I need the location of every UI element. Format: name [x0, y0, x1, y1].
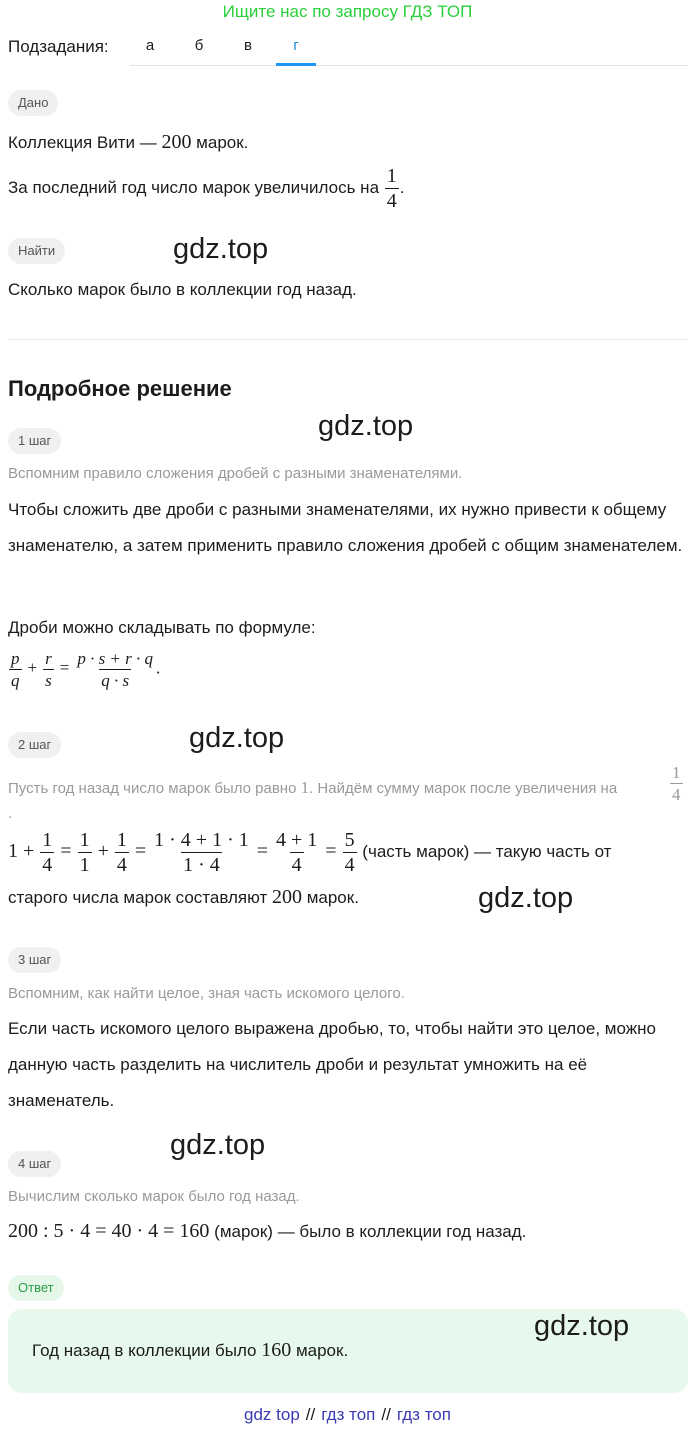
- step-2-expression: 1 + $\frac{1}{4}$ = $\frac{1}{1}$ + $\frac{1}{4}$ = $\frac{1 \cdot 4 + 1 \cdot 1}{1 \cdot 4}$ = $\frac{4 + 1}{4}$ = $\frac{5}{4}$ (часть марок) — такую часть от: [8, 829, 612, 876]
- footer-separator: //: [381, 1405, 391, 1424]
- formula-q: q: [11, 671, 20, 690]
- active-tab-indicator: [276, 63, 316, 66]
- watermark: gdz.top: [170, 1129, 266, 1161]
- expr-one: 1: [8, 839, 18, 862]
- given-line-2: [8, 166, 404, 211]
- expr-frac-result: [343, 830, 357, 875]
- expr-num: 1: [42, 829, 53, 851]
- step-2-line-2: [8, 886, 359, 909]
- formula-result: [75, 650, 155, 689]
- expr-num: 1 · 4 + 1 · 1: [154, 829, 249, 851]
- footer-link-1[interactable]: gdz top: [244, 1405, 300, 1424]
- tab-a[interactable]: а: [145, 37, 155, 54]
- step-4-hint: Вычислим сколько марок было год назад.: [8, 1188, 300, 1205]
- answer-text: [32, 1339, 348, 1362]
- given-line-1-text: Коллекция Вити —: [8, 133, 162, 152]
- formula-r: r: [45, 649, 52, 668]
- answer-pill: Ответ: [8, 1275, 64, 1301]
- search-banner: Ищите нас по запросу ГДЗ ТОП: [222, 2, 473, 21]
- expr-den: 1 · 4: [183, 854, 220, 876]
- subtasks-label: Подзадания:: [8, 37, 109, 56]
- step-2-hint-dot: .: [8, 805, 13, 822]
- answer-count: 160: [261, 1339, 292, 1361]
- expr-frac-1-4b: [115, 830, 129, 875]
- section-divider: [8, 339, 688, 340]
- step-4-pill: 4 шаг: [8, 1151, 61, 1177]
- step-2-line-2-text: старого числа марок составляют: [8, 888, 272, 907]
- find-text: Сколько марок было в коллекции год назад.: [8, 280, 357, 299]
- formula-result-den: q · s: [101, 671, 130, 690]
- formula-s: s: [45, 671, 52, 690]
- step-4-tail: (марок) — было в коллекции год назад.: [209, 1222, 527, 1241]
- expr-frac-1-4: [40, 830, 54, 875]
- step-3-hint: Вспомним, как найти целое, зная часть искомого целого.: [8, 985, 405, 1002]
- find-pill: Найти: [8, 238, 65, 264]
- step-2-hint-frac-den: 4: [672, 785, 681, 804]
- given-line-2-text: За последний год число марок увеличилось на: [8, 177, 384, 197]
- tab-b[interactable]: б: [194, 37, 204, 54]
- step-4-math: 200 : 5 · 4 = 40 · 4 = 160: [8, 1220, 210, 1242]
- step-1-text: Чтобы сложить две дроби с разными знаменателями, их нужно привести к общему знаменателю, а затем применить правило сложения дробей с общим знаменателем.: [8, 500, 683, 555]
- step-4-expression: [8, 1220, 526, 1243]
- step-2-hint: [8, 778, 668, 798]
- solution-heading: Подробное решение: [8, 376, 232, 401]
- watermark: gdz.top: [318, 410, 414, 442]
- formula-label: Дроби можно складывать по формуле:: [8, 618, 316, 637]
- footer-link-3[interactable]: гдз топ: [396, 1405, 451, 1424]
- expr-frac-sum: [274, 830, 319, 875]
- tabs-divider: [130, 65, 688, 66]
- formula-p: p: [11, 649, 20, 668]
- subtasks-bar: [8, 33, 688, 67]
- step-1-pill: 1 шаг: [8, 428, 61, 454]
- watermark: gdz.top: [173, 233, 269, 265]
- step-2-hint-suffix: . Найдём сумму марок после увеличения на: [309, 780, 618, 797]
- expr-den: 4: [42, 854, 53, 876]
- answer-text-prefix: Год назад в коллекции было: [32, 1341, 262, 1360]
- footer-links: [0, 1405, 695, 1425]
- watermark: gdz.top: [534, 1310, 630, 1342]
- expr-num: 5: [344, 829, 355, 851]
- formula-frac-pq: [9, 650, 22, 689]
- expr-num: 4 + 1: [276, 829, 318, 851]
- tab-v[interactable]: в: [244, 37, 252, 54]
- step-2-hint-frac-num: 1: [672, 763, 681, 782]
- step-2-tail: (часть марок) — такую часть от: [357, 841, 612, 861]
- step-2-hint-fraction: [670, 764, 683, 803]
- formula-result-num: p · s + r · q: [77, 649, 154, 668]
- step-2-hint-one: 1: [300, 778, 310, 797]
- tab-g[interactable]: г: [293, 37, 299, 54]
- footer-link-2[interactable]: гдз топ: [321, 1405, 376, 1424]
- watermark: gdz.top: [478, 882, 574, 914]
- expr-frac-common: [152, 830, 251, 875]
- step-2-line-2-suffix: марок.: [301, 888, 359, 907]
- step-2-count: 200: [271, 886, 302, 908]
- given-fraction-num: 1: [386, 165, 397, 187]
- expr-num: 1: [116, 829, 127, 851]
- expr-den: 4: [116, 854, 127, 876]
- given-line-2-suffix: .: [399, 177, 405, 197]
- footer-separator: //: [305, 1405, 316, 1424]
- answer-text-suffix: марок.: [291, 1341, 349, 1360]
- step-2-pill: 2 шаг: [8, 732, 61, 758]
- expr-frac-1-1: [78, 830, 92, 875]
- given-fraction: [385, 166, 399, 211]
- given-line-1: [8, 131, 248, 154]
- fraction-sum-formula: $\frac{p}{q}$ + $\frac{r}{s}$ = $\frac{p \cdot s + r \cdot q}{q \cdot s}$ .: [11, 649, 161, 690]
- given-line-1-suffix: марок.: [191, 133, 249, 152]
- step-2-hint-text: Пусть год назад число марок было равно: [8, 780, 301, 797]
- formula-frac-rs: [43, 650, 54, 689]
- expr-den: 4: [291, 854, 302, 876]
- step-3-pill: 3 шаг: [8, 947, 61, 973]
- step-1-hint: Вспомним правило сложения дробей с разными знаменателями.: [8, 465, 463, 482]
- given-fraction-den: 4: [386, 190, 397, 212]
- expr-num: 1: [79, 829, 90, 851]
- step-3-text: Если часть искомого целого выражена дробью, то, чтобы найти это целое, можно данную часть разделить на числитель дроби и результат умножить на её знаменатель.: [8, 1019, 656, 1110]
- watermark: gdz.top: [189, 722, 285, 754]
- expr-den: 1: [79, 854, 90, 876]
- expr-den: 4: [344, 854, 355, 876]
- given-count: 200: [161, 131, 192, 153]
- given-pill: Дано: [8, 90, 58, 116]
